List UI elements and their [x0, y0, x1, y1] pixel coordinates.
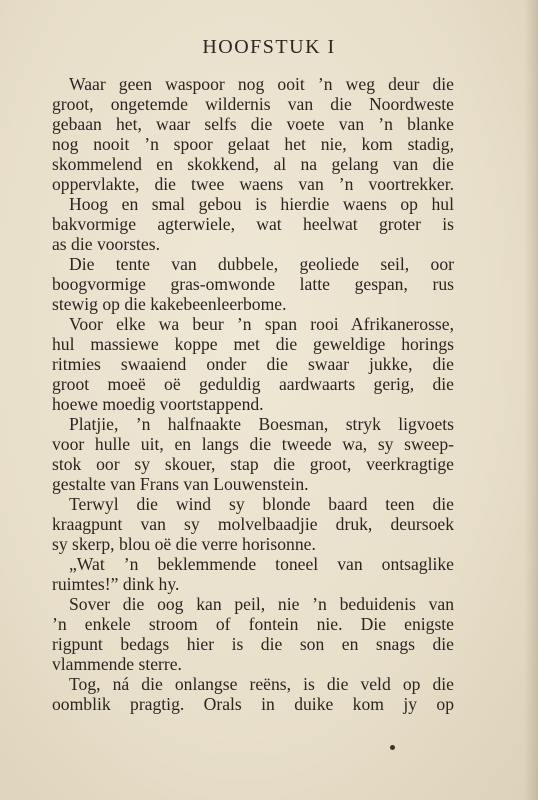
- text-line: bakvormige agterwiele, wat heelwat groter is: [52, 214, 454, 234]
- text-line: nog nooit ’n spoor gelaat het nie, kom stadig,: [52, 134, 454, 154]
- text-line: hul massiewe koppe met die geweldige horings: [52, 334, 454, 354]
- text-line: vlammende sterre.: [52, 654, 182, 674]
- text-line: oppervlakte, die twee waens van ’n voortrekker.: [52, 174, 454, 194]
- text-line: Voor elke wa beur ’n span rooi Afrikanerosse,: [69, 314, 454, 334]
- text-line: rigpunt bedags hier is die son en snags die: [52, 634, 454, 654]
- text-line: as die voorstes.: [52, 234, 160, 254]
- text-line: stok oor sy skouer, stap die groot, veerkragtige: [52, 454, 454, 474]
- text-line: skommelend en skokkend, al na gelang van die: [52, 154, 454, 174]
- text-line: ruimtes!” dink hy.: [52, 574, 180, 594]
- text-line: Terwyl die wind sy blonde baard teen die: [69, 494, 454, 514]
- paragraph: [52, 674, 454, 714]
- text-line: „Wat ’n beklemmende toneel van ontsaglike: [69, 554, 454, 574]
- paragraph: [52, 494, 454, 554]
- text-line: stewig op die kakebeenleerbome.: [52, 294, 287, 314]
- paragraph: [52, 74, 454, 194]
- text-line: ’n enkele stroom of fontein nie. Die enigste: [52, 614, 454, 634]
- text-line: ritmies swaaiend onder die swaar jukke, die: [52, 354, 454, 374]
- chapter-title: HOOFSTUK I: [202, 36, 336, 58]
- text-line: Tog, ná die onlangse reëns, is die veld op die: [69, 674, 454, 694]
- text-line: oomblik pragtig. Orals in duike kom jy op: [52, 694, 454, 714]
- paragraph: [52, 254, 454, 314]
- text-line: gebaan het, waar selfs die voete van ’n blanke: [52, 114, 454, 134]
- text-line: groot, ongetemde wildernis van die Noordweste: [52, 94, 454, 114]
- page-edge-shadow: [524, 0, 538, 800]
- text-line: Sover die oog kan peil, nie ’n beduidenis van: [69, 594, 454, 614]
- ink-speck: [390, 745, 395, 750]
- text-line: kraagpunt van sy molvelbaadjie druk, deursoek: [52, 514, 454, 534]
- text-line: Hoog en smal gebou is hierdie waens op hul: [69, 194, 454, 214]
- paragraph: [52, 194, 454, 254]
- chapter-body: [52, 74, 454, 714]
- paragraph: [52, 414, 454, 494]
- text-line: Die tente van dubbele, geoliede seil, oor: [69, 254, 454, 274]
- text-line: gestalte van Frans van Louwenstein.: [52, 474, 309, 494]
- text-line: voor hulle uit, en langs die tweede wa, sy sweep-: [52, 434, 454, 454]
- text-line: Waar geen waspoor nog ooit ’n weg deur die: [69, 74, 454, 94]
- text-line: hoewe moedig voortstappend.: [52, 394, 264, 414]
- paragraph: [52, 554, 454, 594]
- paragraph: [52, 594, 454, 674]
- paragraph: [52, 314, 454, 414]
- text-line: groot moeë oë geduldig aardwaarts gerig, die: [52, 374, 454, 394]
- text-line: sy skerp, blou oë die verre horisonne.: [52, 534, 316, 554]
- text-line: boogvormige gras-omwonde latte gespan, rus: [52, 274, 454, 294]
- text-line: Platjie, ’n halfnaakte Boesman, stryk ligvoets: [69, 414, 454, 434]
